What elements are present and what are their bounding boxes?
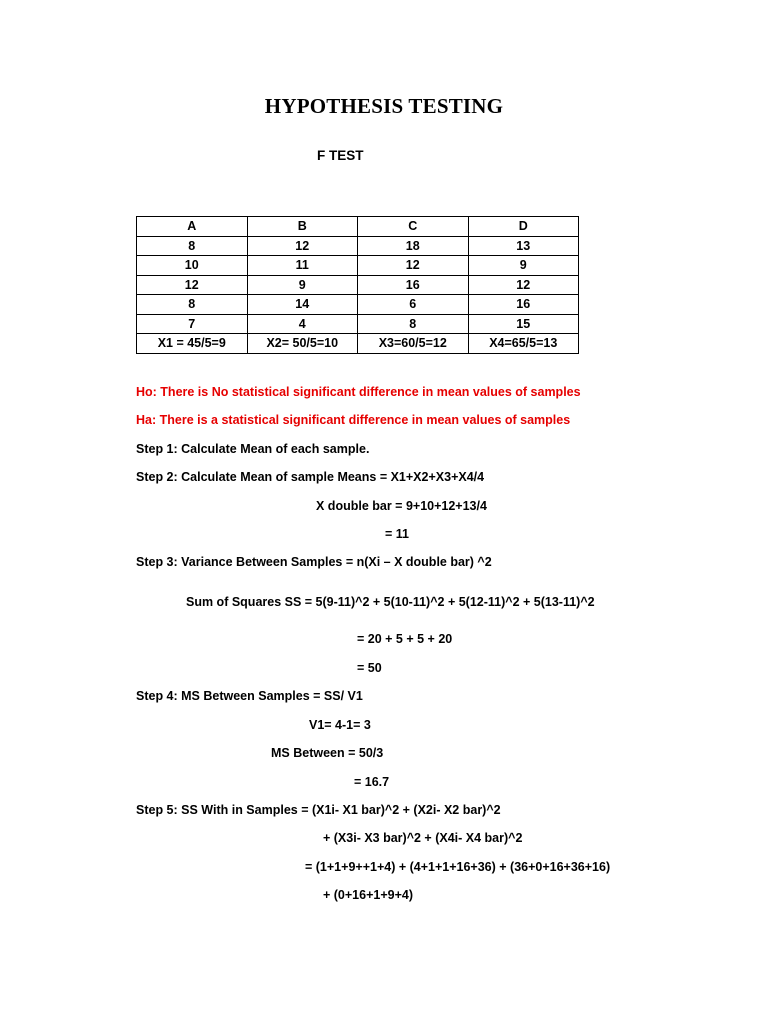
table-header-cell: A [137, 217, 248, 237]
step-5: Step 5: SS With in Samples = (X1i- X1 bar)^2 + (X2i- X2 bar)^2 [136, 803, 501, 817]
step-3-result: = 50 [357, 661, 382, 675]
step-3: Step 3: Variance Between Samples = n(Xi – X double bar) ^2 [136, 555, 492, 569]
table-cell: 11 [247, 256, 358, 276]
table-cell: 12 [137, 275, 248, 295]
alternative-hypothesis: Ha: There is a statistical significant difference in mean values of samples [136, 413, 571, 427]
table-cell: 15 [468, 314, 579, 334]
table-cell: 12 [358, 256, 469, 276]
table-cell: 16 [468, 295, 579, 315]
table-cell: 8 [137, 295, 248, 315]
table-cell: 12 [247, 236, 358, 256]
table-cell: X4=65/5=13 [468, 334, 579, 354]
step-1: Step 1: Calculate Mean of each sample. [136, 442, 370, 456]
table-cell: 14 [247, 295, 358, 315]
step-4: Step 4: MS Between Samples = SS/ V1 [136, 689, 363, 703]
page-title: HYPOTHESIS TESTING [264, 94, 504, 118]
table-cell: 12 [468, 275, 579, 295]
step-3-terms: = 20 + 5 + 5 + 20 [357, 632, 453, 646]
samples-table [136, 216, 579, 354]
table-cell: 16 [358, 275, 469, 295]
table-row [137, 295, 579, 315]
page-subtitle: F TEST [317, 148, 364, 163]
table-cell: 8 [137, 236, 248, 256]
step-2-formula: X double bar = 9+10+12+13/4 [316, 499, 487, 513]
table-means-row [137, 334, 579, 354]
table-cell: 18 [358, 236, 469, 256]
table-cell: X2= 50/5=10 [247, 334, 358, 354]
table-cell: 7 [137, 314, 248, 334]
table-cell: 9 [247, 275, 358, 295]
table-header-cell: D [468, 217, 579, 237]
null-hypothesis: Ho: There is No statistical significant difference in mean values of samples [136, 385, 581, 399]
table-cell: 8 [358, 314, 469, 334]
table-cell: 4 [247, 314, 358, 334]
step-5-expansion-continued: + (0+16+1+9+4) [323, 888, 414, 902]
table-header-cell: C [358, 217, 469, 237]
table-cell: X3=60/5=12 [358, 334, 469, 354]
step-5-continued: + (X3i- X3 bar)^2 + (X4i- X4 bar)^2 [323, 831, 523, 845]
step-3-formula: Sum of Squares SS = 5(9-11)^2 + 5(10-11)^2 + 5(12-11)^2 + 5(13-11)^2 [186, 595, 595, 609]
step-4-result: = 16.7 [354, 775, 390, 789]
table-row [137, 256, 579, 276]
table-row [137, 275, 579, 295]
table-row [137, 314, 579, 334]
table-cell: 9 [468, 256, 579, 276]
step-5-expansion: = (1+1+9++1+4) + (4+1+1+16+36) + (36+0+16+36+16) [305, 860, 611, 874]
table-row [137, 236, 579, 256]
table-cell: X1 = 45/5=9 [137, 334, 248, 354]
step-2: Step 2: Calculate Mean of sample Means = X1+X2+X3+X4/4 [136, 470, 485, 484]
step-4-degrees: V1= 4-1= 3 [309, 718, 371, 732]
step-2-result: = 11 [385, 527, 409, 541]
table-cell: 6 [358, 295, 469, 315]
table-header-row [137, 217, 579, 237]
table-cell: 10 [137, 256, 248, 276]
table-header-cell: B [247, 217, 358, 237]
step-4-formula: MS Between = 50/3 [271, 746, 384, 760]
table-cell: 13 [468, 236, 579, 256]
